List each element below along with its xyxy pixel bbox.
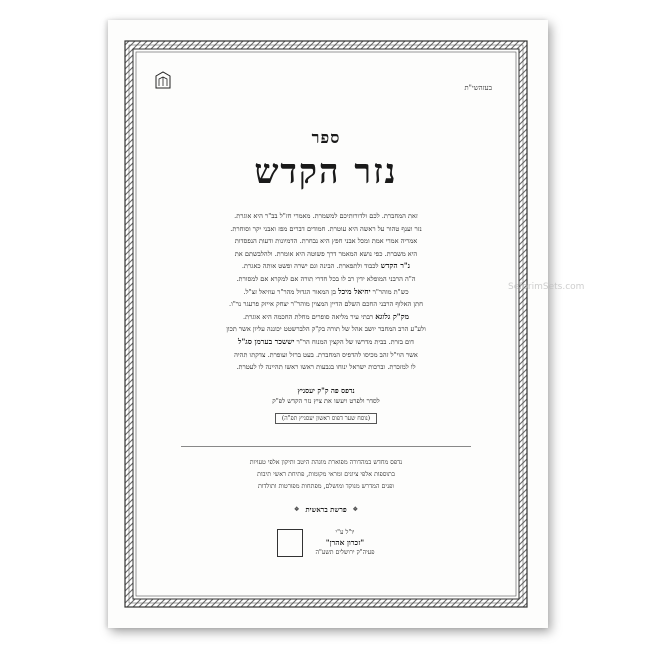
parsha-label: פרשת בראשית bbox=[305, 504, 347, 514]
intro-line bbox=[160, 311, 492, 324]
intro-line: לו למזכרת. וברכות ישראל ינוחו בגבעות ראשו ראשו תהיינה לו לעטרת. bbox=[236, 363, 416, 372]
edition-note-line: נדפס מחדש במהדורה מפוארת מוגהת היטב ותיקון אלפי טעויות bbox=[249, 458, 403, 466]
publisher-line: פעיה"ק ירושלים תשע"ה bbox=[315, 548, 375, 556]
intro-paragraph bbox=[154, 210, 498, 374]
patron-name: יששכר בערמן סג"ל bbox=[238, 336, 295, 346]
print-place: נדפס פה ק"ק יעסניץ bbox=[297, 385, 355, 395]
page-content bbox=[154, 70, 498, 578]
intro-text: רבתי עיר מליאה סופרים מחלת החכמה היא אוגרת. bbox=[243, 312, 374, 321]
intro-line: היא משברת. כפי נושא המאמר דרך פשוטה היא אומרת. ולהלבשתם את bbox=[234, 249, 418, 258]
publisher-line: יו"ל ע"י bbox=[335, 528, 355, 536]
edition-note-line: ופנים המדרש מנוקד ומושלם, מפתחות מפורטות ותולדות bbox=[257, 482, 395, 490]
ornament-icon: ❖ bbox=[352, 505, 359, 513]
intro-line: ה"ה הרבני המופלא ידין רב לו בכל חדרי תורה אם למקרא אם למסורת. bbox=[236, 274, 416, 283]
publisher-name: "זכרון אהרן" bbox=[325, 537, 365, 547]
book-label: ספר bbox=[311, 128, 341, 147]
divider bbox=[181, 446, 471, 447]
intro-text: דום בזרת. בבית מדרשו של הקצין המנוח הר"ר bbox=[296, 337, 414, 346]
ornamental-border bbox=[124, 40, 528, 608]
parsha-heading bbox=[154, 505, 498, 514]
publisher-block bbox=[154, 528, 498, 558]
watermark: SeforimSets.com bbox=[508, 282, 585, 292]
intro-text: כש"ת מוהר"ר bbox=[372, 287, 409, 296]
edition-note-line: בתוספות אלפי ציונים ומראי מקומות, פתיחת ראשי תיבות bbox=[257, 470, 395, 478]
intro-line bbox=[160, 286, 492, 299]
author-name: יחיאל מיכל bbox=[338, 286, 371, 296]
original-edition-note: (נוסח שער דפוס ראשון יעסניץ תפ"ה) bbox=[275, 413, 377, 424]
intro-line bbox=[160, 336, 492, 349]
intro-line: חתן האלוף הרבני החכם השלם הדיין המצוין מוהר"ר יצחק אייזק פרעגר נר"ו. bbox=[228, 300, 424, 309]
edition-notes bbox=[154, 457, 498, 493]
intro-line: ולע"ע הרב המחבר יושב אהל של תורה בק"ק הלברשטט יכוננה עליון אשר תכון bbox=[226, 325, 426, 334]
header-abbreviation: בעזהשי"ת bbox=[464, 84, 492, 92]
intro-line: זאת המחברת. לכם ולדורותיכם למשמרת. מאמרי חז"ל בב"ר היא אוגרת. bbox=[234, 212, 418, 220]
intro-line: אשר הוי"ל זהב מכיסו להדפיס המחברת. בעט ברזל ועופרת. צדקתו תהיה bbox=[234, 350, 418, 359]
publisher-logo-icon bbox=[277, 529, 303, 557]
intro-line bbox=[160, 260, 492, 273]
intro-line: אמריה אמרי אמת ומכל אבני חפץ היא נבחרת. הדמיונות ודעות הנפסדות bbox=[234, 237, 418, 246]
book-title: נזר הקדש bbox=[254, 152, 398, 192]
intro-line: נזר וענף טהור על ראשה היא עוטרת. חמודים דברים מפז ואבני יקר וסוחרת. bbox=[230, 224, 422, 233]
publisher-info bbox=[315, 528, 374, 558]
intro-text: בן המאור הגדול מהר"ר עוזיאל זצ"ל. bbox=[243, 287, 336, 296]
city-name: מק"ק גלוגא bbox=[375, 311, 409, 321]
title-page bbox=[108, 20, 585, 628]
intro-text: לכבוד ולתפארת. הבינה וגם ישרה ופשט אותה כאגרת. bbox=[241, 262, 379, 271]
print-year: לסדר ולפרט ויעשו את ציץ נזר הקדש לפ"ק bbox=[272, 396, 380, 405]
sefer-name: נ"ר הקדש bbox=[380, 261, 411, 271]
ornament-icon: ❖ bbox=[293, 505, 300, 513]
